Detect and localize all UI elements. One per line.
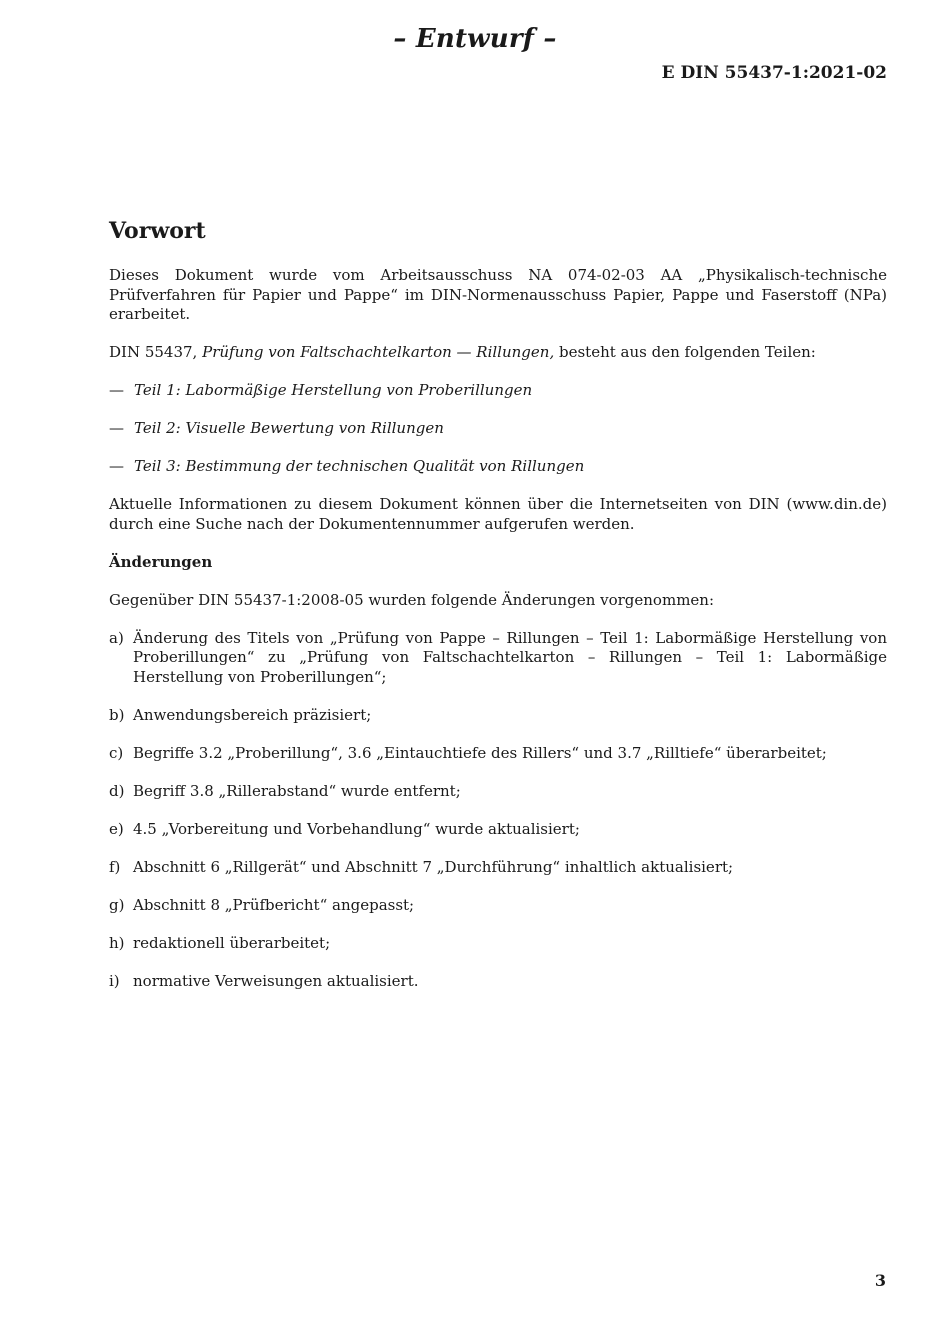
change-text: Abschnitt 6 „Rillgerät“ und Abschnitt 7 „Durchführung“ inhaltlich aktualisiert; (133, 857, 734, 876)
dash-marker: — (109, 381, 124, 399)
list-marker: a) (109, 628, 124, 647)
change-list-item (109, 820, 887, 840)
page-number: 3 (874, 1271, 886, 1290)
dash-marker: — (109, 457, 124, 475)
list-marker: e) (109, 819, 124, 838)
document-id: E DIN 55437-1:2021-02 (661, 63, 887, 83)
change-text: Anwendungsbereich präzisiert; (133, 705, 372, 724)
dash-marker: — (109, 419, 124, 437)
part-list-item (109, 381, 887, 401)
parts-intro-suffix: besteht aus den folgenden Teilen: (554, 343, 816, 361)
list-marker: d) (109, 781, 125, 800)
change-list-item (109, 744, 887, 764)
list-marker: b) (109, 705, 125, 724)
info-paragraph: Aktuelle Informationen zu diesem Dokument können über die Internetseiten von DIN (www.din.de) durch eine Suche nach der Dokumentennummer aufgerufen werden. (109, 495, 887, 533)
parts-intro-prefix: DIN 55437, (109, 343, 203, 361)
list-marker: c) (109, 743, 124, 762)
change-text: normative Verweisungen aktualisiert. (133, 971, 419, 990)
change-text: Abschnitt 8 „Prüfbericht“ angepasst; (133, 895, 415, 914)
change-text: Änderung des Titels von „Prüfung von Pappe – Rillungen – Teil 1: Labormäßige Herstellung von Proberillungen“ zu „Prüfung von Faltschachtelkarton – Rillungen – Teil 1: Labormäßige Herstellung von Proberillungen“; (133, 628, 887, 686)
part-list-item (109, 419, 887, 439)
change-text: Begriff 3.8 „Rillerabstand“ wurde entfernt; (133, 781, 461, 800)
change-list-item (109, 896, 887, 916)
foreword-intro: Dieses Dokument wurde vom Arbeitsausschuss NA 074-02-03 AA „Physikalisch-technische Prüfverfahren für Papier und Pappe“ im DIN-Normenausschuss Papier, Pappe und Faserstoff (NPa) erarbeitet. (109, 266, 887, 323)
part-list-item (109, 457, 887, 477)
part-title: Teil 1: Labormäßige Herstellung von Proberillungen (134, 381, 533, 399)
changes-heading: Änderungen (109, 552, 213, 571)
change-list-item (109, 858, 887, 878)
change-text: Begriffe 3.2 „Proberillung“, 3.6 „Eintauchtiefe des Rillers“ und 3.7 „Rilltiefe“ überarbeitet; (133, 743, 827, 762)
change-list-item (109, 706, 887, 726)
change-list-item (109, 972, 887, 992)
list-marker: h) (109, 933, 125, 952)
change-text: 4.5 „Vorbereitung und Vorbehandlung“ wurde aktualisiert; (133, 819, 580, 838)
change-list-item (109, 934, 887, 954)
part-title: Teil 3: Bestimmung der technischen Qualität von Rillungen (134, 457, 585, 475)
change-text: redaktionell überarbeitet; (133, 933, 331, 952)
parts-intro-title: Prüfung von Faltschachtelkarton — Rillungen, (202, 343, 555, 361)
document-body (109, 216, 887, 1010)
parts-intro (109, 343, 887, 363)
change-list-item (109, 629, 887, 688)
change-list-item (109, 782, 887, 802)
changes-intro: Gegenüber DIN 55437-1:2008-05 wurden folgende Änderungen vorgenommen: (109, 590, 715, 609)
section-title: Vorwort (109, 218, 206, 244)
list-marker: i) (109, 971, 120, 990)
part-title: Teil 2: Visuelle Bewertung von Rillungen (134, 419, 444, 437)
list-marker: g) (109, 895, 125, 914)
draft-label: – Entwurf – (393, 24, 557, 54)
list-marker: f) (109, 857, 121, 876)
